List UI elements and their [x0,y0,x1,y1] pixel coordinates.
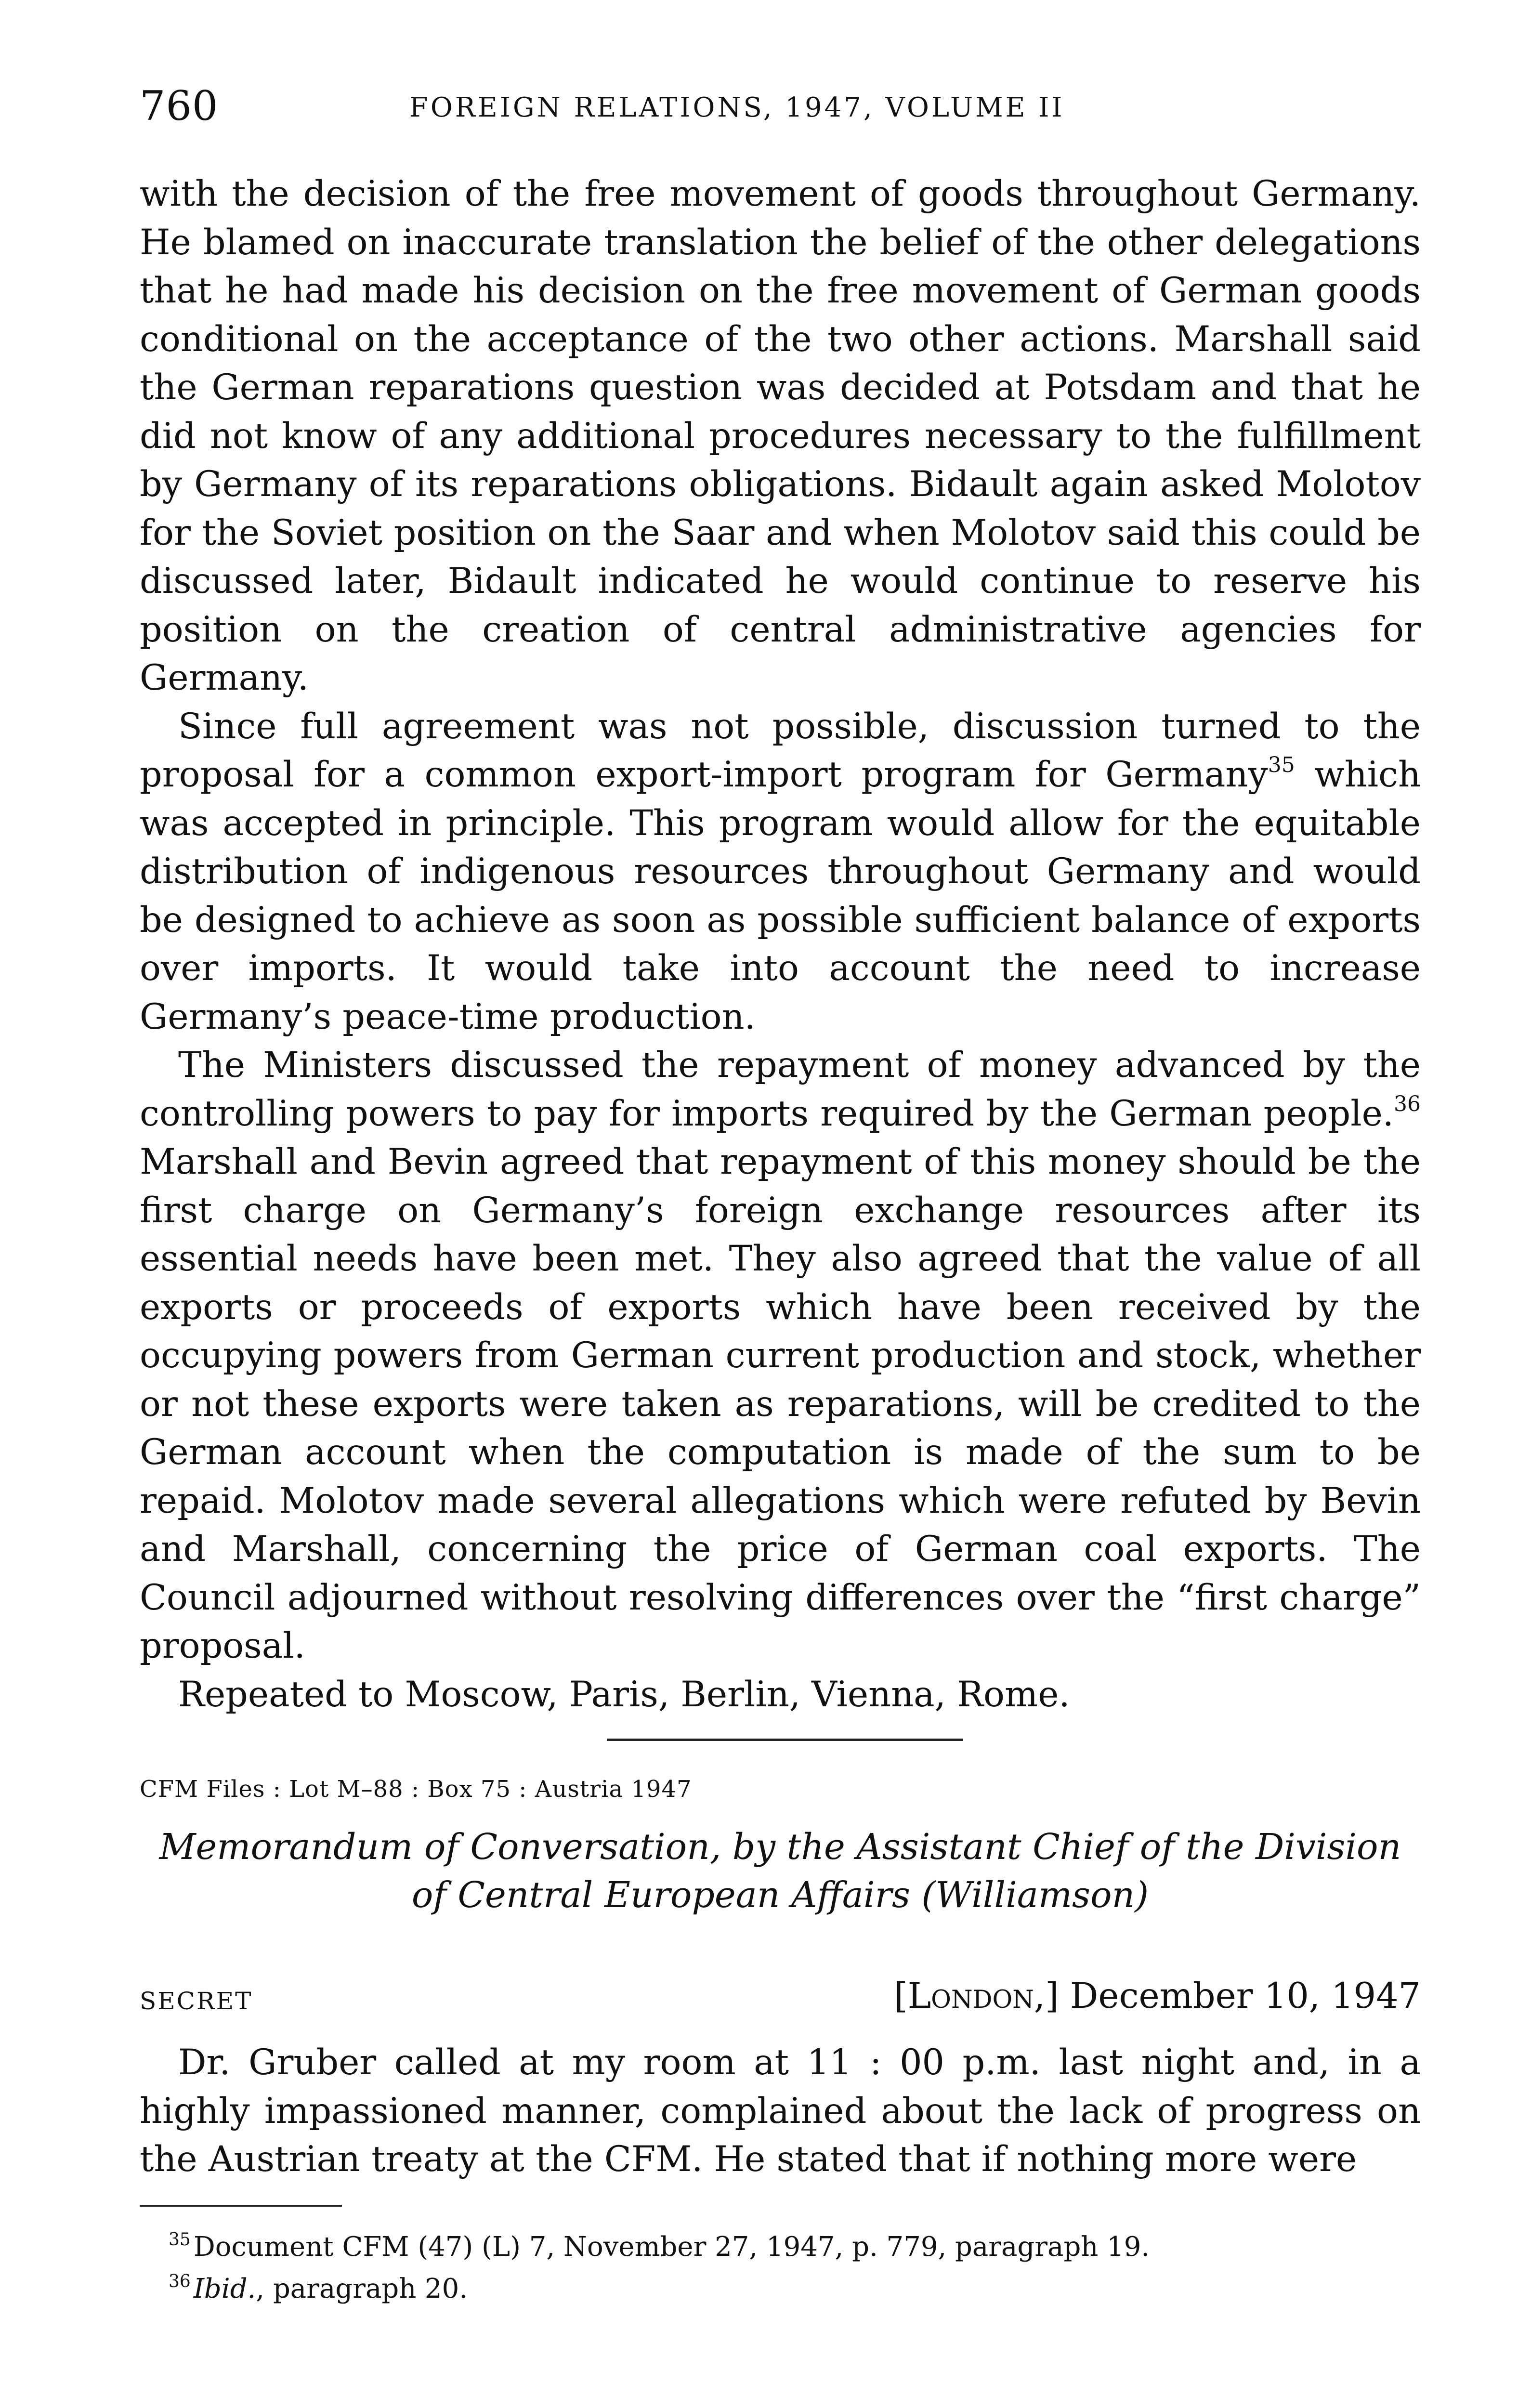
dateline [894,1972,1421,2020]
paragraph-text: Marshall and Bevin agreed that repayment of this money should be the first charge on Germany’s foreign exchange resources after its essential needs have been met. They also agreed that the value of all exports or proceeds of exports which have been received by the occupying powers from German current production and stock, whether or not these exports were taken as reparations, will be credited to the German account when the computation is made of the sum to be repaid. Molotov made several allegations which were refuted by Bevin and Marshall, concerning the price of German coal exports. The Council adjourned without resolving differences over the “first charge” proposal. [140,1141,1421,1666]
footnote-text: , paragraph 20. [256,2273,468,2304]
paragraph-repayment [140,1041,1421,1671]
document-title [140,1823,1421,1919]
footnote-36 [169,2264,1401,2306]
document-title-line: of Central European Affairs (Williamson) [411,1874,1149,1916]
page-number: 760 [140,82,219,130]
main-text-block [140,170,1421,1719]
paragraph-continued: with the decision of the free movement of goods throughout Germany. He blamed on inaccurate translation the belief of the other delegations that he had made his decision on the free movement of German goods conditional on the acceptance of the two other actions. Marshall said the German reparations question was decided at Potsdam and that he did not know of any additional procedures necessary to the fulfillment by Germany of its reparations obligations. Bidault again asked Molotov for the Soviet position on the Saar and when Molotov said this could be discussed later, Bidault indicated he would continue to reserve his position on the creation of central administrative agencies for Germany. [140,173,1421,698]
file-reference: CFM Files : Lot M–88 : Box 75 : Austria 1947 [140,1776,692,1803]
running-title: FOREIGN RELATIONS, 1947, VOLUME II [409,92,1065,123]
document-title-line: Memorandum of Conversation, by the Assistant Chief of the Division [159,1826,1401,1868]
dateline-place: [London,] [894,1976,1059,2016]
classification-label: SECRET [140,1987,253,2015]
paragraph-export-import [140,703,1421,1042]
paragraph-text: Since full agreement was not possible, discussion turned to the proposal for a common export-import program for Germany [140,706,1421,795]
footnotes [169,2223,1401,2306]
footnote-reference[interactable]: 35 [1268,753,1295,777]
memo-text-block [140,2039,1421,2184]
memo-paragraph: Dr. Gruber called at my room at 11 : 00 p.m. last night and, in a highly impassioned manner, complained about the lack of progress on the Austrian treaty at the CFM. He stated that if nothing more were [140,2042,1421,2180]
dateline-date: December 10, 1947 [1070,1976,1421,2016]
footnote-mark: 35 [169,2230,191,2250]
footnote-mark: 36 [169,2272,191,2291]
running-head [140,82,1421,135]
footnote-reference[interactable]: 36 [1394,1091,1421,1116]
section-divider [607,1739,963,1741]
footnote-divider [140,2205,342,2207]
paragraph-text: which was accepted in principle. This program would allow for the equitable distribution of indigenous resources throughout Germany and would be designed to achieve as soon as possible sufficient balance of exports over imports. It would take into account the need to increase Germany’s peace-time production. [140,754,1421,1037]
footnote-text: Document CFM (47) (L) 7, November 27, 1947, p. 779, paragraph 19. [193,2231,1150,2263]
footnote-ibid: Ibid. [193,2273,256,2304]
paragraph-repeated: Repeated to Moscow, Paris, Berlin, Vienna, Rome. [178,1674,1070,1715]
footnote-35 [169,2223,1401,2264]
paragraph-text: The Ministers discussed the repayment of money advanced by the controlling powers to pay for imports required by the German people. [140,1045,1421,1134]
